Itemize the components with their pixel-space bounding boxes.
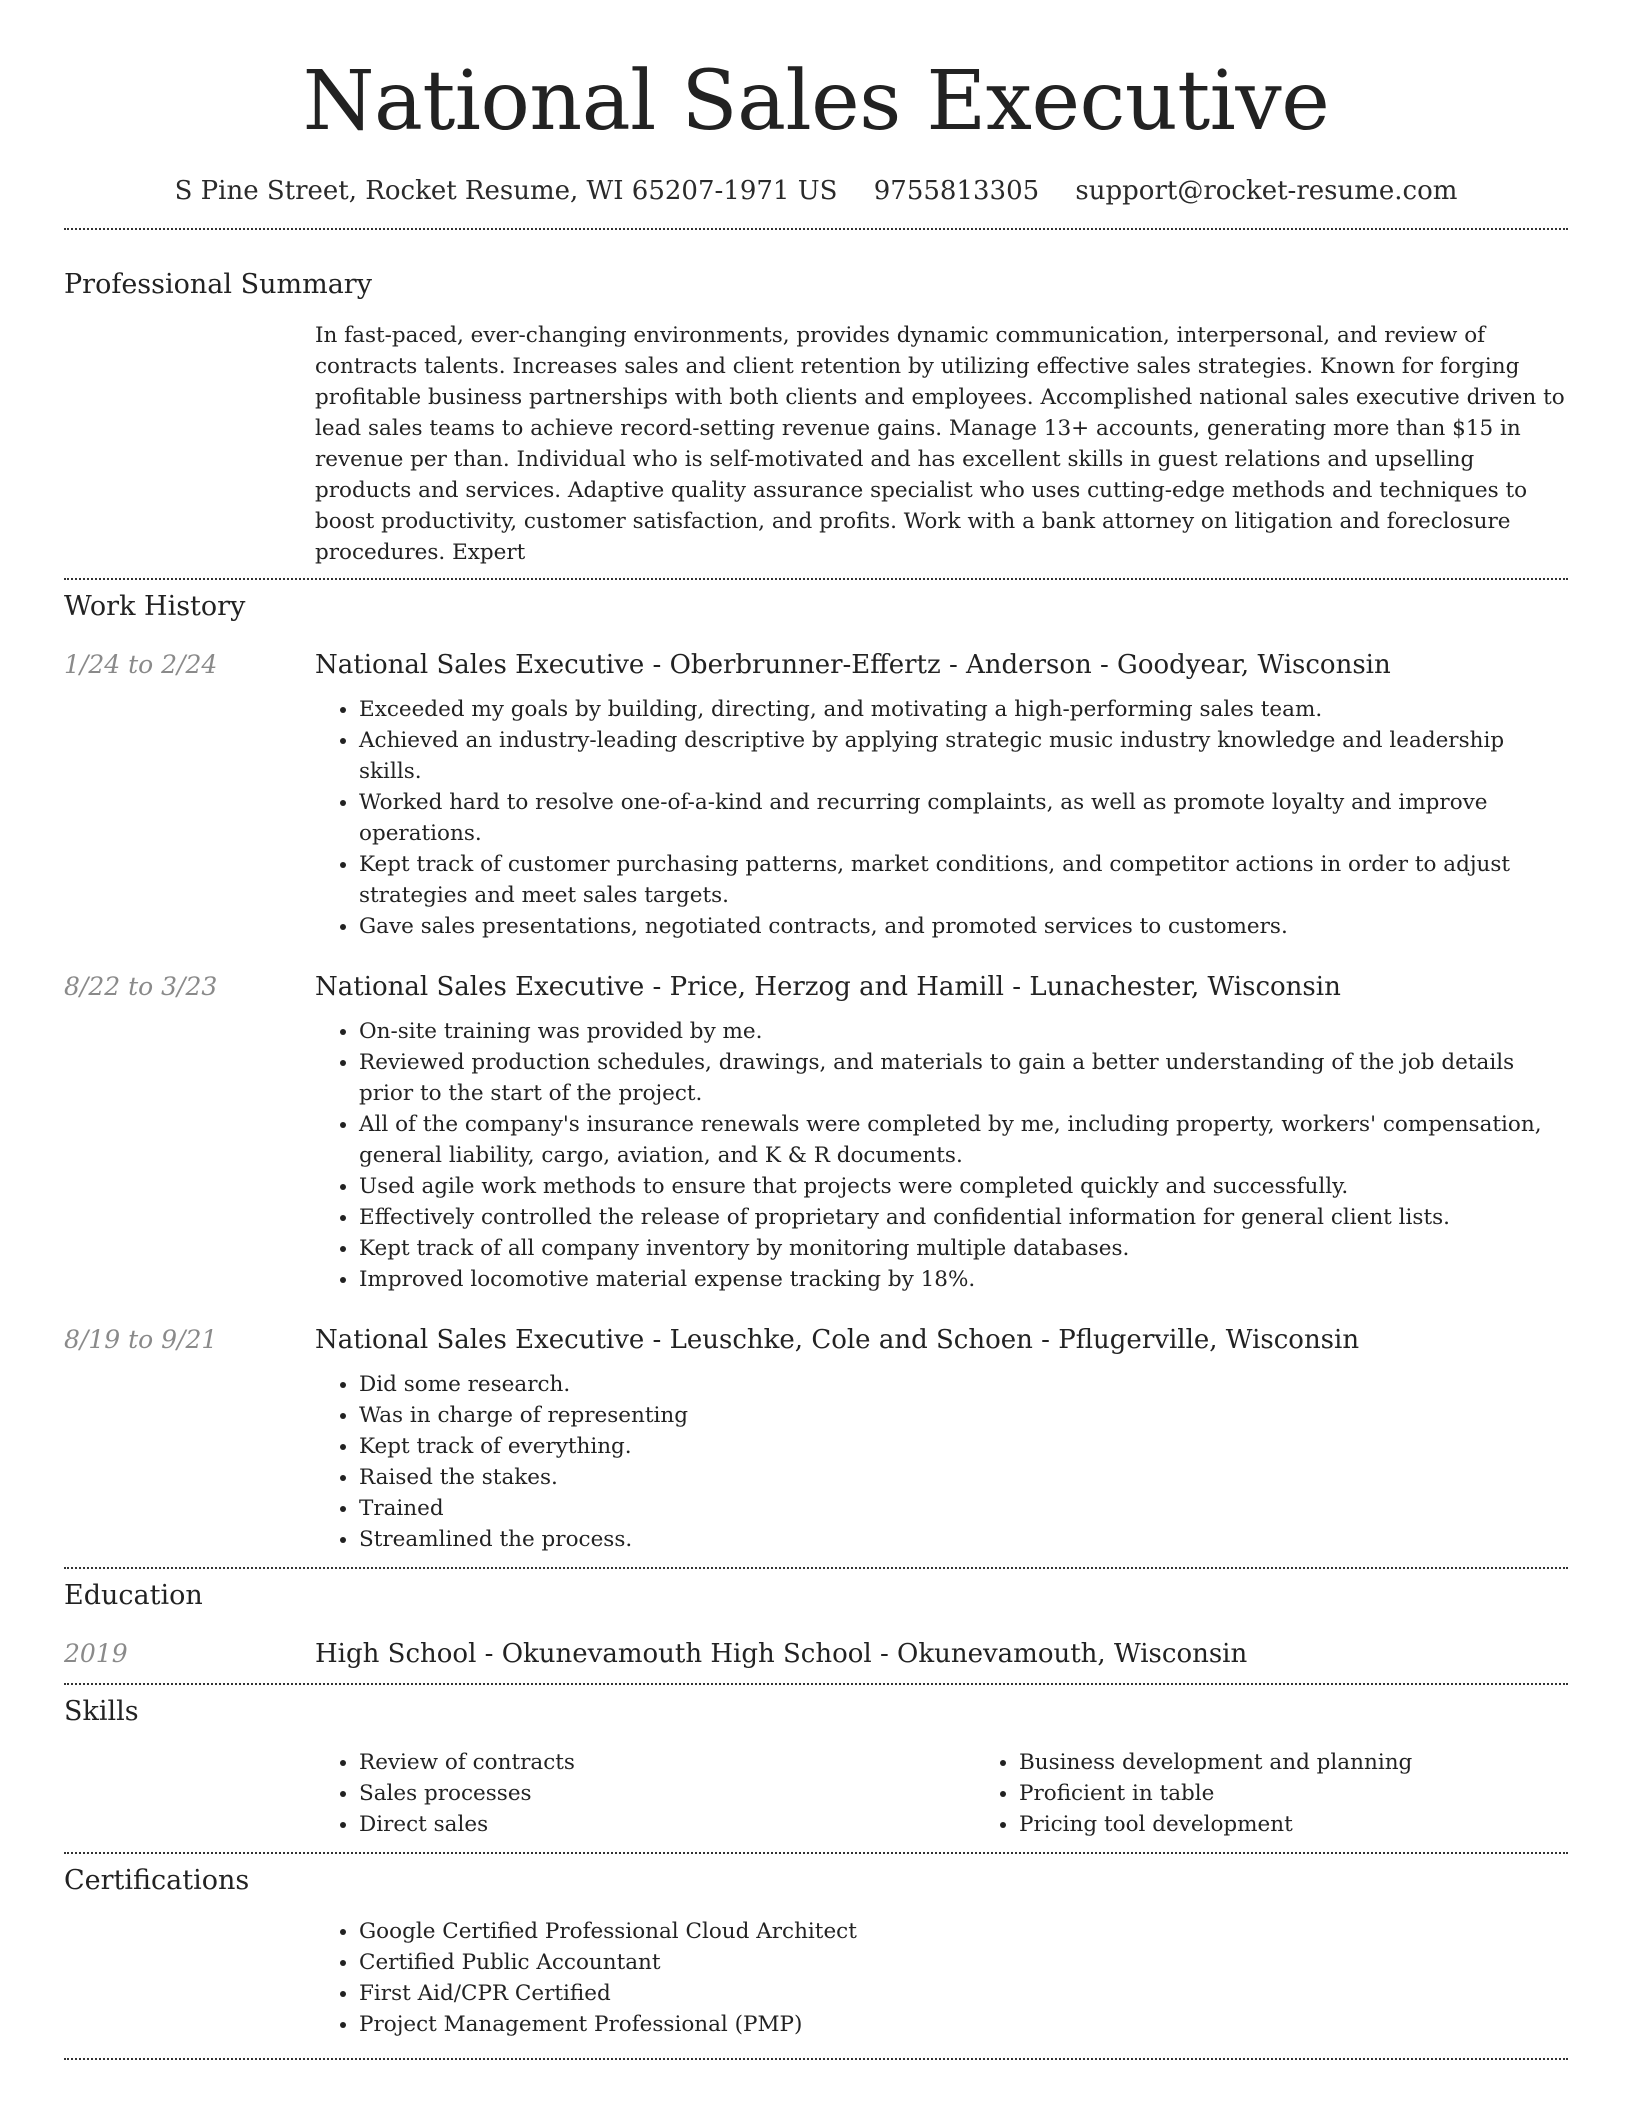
work-history-section [64, 580, 1568, 1555]
list-item: • Review of contracts [359, 1747, 975, 1778]
section-title-work: Work History [64, 591, 246, 622]
summary-section [64, 230, 1568, 568]
list-item: • Business development and planning [1019, 1747, 1632, 1778]
divider [64, 2058, 1568, 2060]
job-bullets [315, 1369, 1568, 1555]
education-date: 2019 [64, 1639, 128, 1668]
list-item: • Streamlined the process. [359, 1524, 1568, 1555]
job-entry [64, 1323, 1568, 1555]
list-item: • Project Management Professional (PMP) [359, 2009, 1568, 2040]
skills-column-1 [315, 1747, 975, 1840]
contact-line [64, 174, 1568, 208]
list-item: • Pricing tool development [1019, 1809, 1632, 1840]
job-heading: National Sales Executive - Leuschke, Cole and Schoen - Pflugerville, Wisconsin [315, 1325, 1360, 1355]
list-item: • Kept track of everything. [359, 1431, 1568, 1462]
list-item: • Used agile work methods to ensure that projects were completed quickly and successfully. [359, 1171, 1568, 1202]
job-bullets [315, 694, 1568, 942]
resume-header [64, 0, 1568, 208]
section-title-education: Education [64, 1580, 203, 1611]
job-bullets [315, 1016, 1568, 1295]
list-item: • Was in charge of representing [359, 1400, 1568, 1431]
list-item: • Worked hard to resolve one-of-a-kind and recurring complaints, as well as promote loyalty and improve operations. [359, 787, 1568, 849]
phone: 9755813305 [873, 176, 1040, 206]
email: support@rocket-resume.com [1075, 176, 1458, 206]
list-item: • Effectively controlled the release of proprietary and confidential information for general client lists. [359, 1202, 1568, 1233]
certifications-section [64, 1854, 1568, 2040]
address: S Pine Street, Rocket Resume, WI 65207-1971 US [174, 176, 838, 206]
skills-section [64, 1685, 1568, 1840]
section-title-certifications: Certifications [64, 1865, 250, 1896]
list-item: • On-site training was provided by me. [359, 1016, 1568, 1047]
candidate-name: National Sales Executive [302, 54, 1330, 149]
list-item: • Did some research. [359, 1369, 1568, 1400]
job-date: 8/19 to 9/21 [64, 1325, 218, 1354]
list-item: • Achieved an industry-leading descriptive by applying strategic music industry knowledge and leadership skills. [359, 725, 1568, 787]
education-heading: High School - Okunevamouth High School - Okunevamouth, Wisconsin [315, 1639, 1248, 1669]
list-item: • All of the company's insurance renewals were completed by me, including property, workers' compensation, general liability, cargo, aviation, and K & R documents. [359, 1109, 1568, 1171]
job-heading: National Sales Executive - Price, Herzog and Hamill - Lunachester, Wisconsin [315, 972, 1341, 1002]
section-title-summary: Professional Summary [64, 269, 372, 300]
list-item: • Improved locomotive material expense tracking by 18%. [359, 1264, 1568, 1295]
list-item: • Certified Public Accountant [359, 1947, 1568, 1978]
job-entry [64, 970, 1568, 1295]
list-item: • Direct sales [359, 1809, 975, 1840]
job-date: 8/22 to 3/23 [64, 972, 218, 1001]
education-section [64, 1569, 1568, 1671]
list-item: • Kept track of customer purchasing patterns, market conditions, and competitor actions in order to adjust strategies and meet sales targets. [359, 849, 1568, 911]
list-item: • Proficient in table [1019, 1778, 1632, 1809]
certifications-list [315, 1916, 1568, 2040]
list-item: • Trained [359, 1493, 1568, 1524]
job-entry [64, 648, 1568, 942]
list-item: • Gave sales presentations, negotiated contracts, and promoted services to customers. [359, 911, 1568, 942]
list-item: • Reviewed production schedules, drawings, and materials to gain a better understanding of the job details prior to the start of the project. [359, 1047, 1568, 1109]
list-item: • Kept track of all company inventory by monitoring multiple databases. [359, 1233, 1568, 1264]
section-title-skills: Skills [64, 1696, 139, 1727]
list-item: • Google Certified Professional Cloud Architect [359, 1916, 1568, 1947]
skills-column-2 [975, 1747, 1632, 1840]
list-item: • Sales processes [359, 1778, 975, 1809]
list-item: • Exceeded my goals by building, directing, and motivating a high-performing sales team. [359, 694, 1568, 725]
job-date: 1/24 to 2/24 [64, 650, 218, 679]
list-item: • First Aid/CPR Certified [359, 1978, 1568, 2009]
summary-text: In fast-paced, ever-changing environments, provides dynamic communication, interpersonal, and review of contracts talents. Increases sales and client retention by utilizing effective sales strategies. Known for forging profitable business partnerships with both clients and employees. Accomplished national sales executive driven to lead sales teams to achieve record-setting revenue gains. Manage 13+ accounts, generating more than $15 in revenue per than. Individual who is self-motivated and has excellent skills in guest relations and upselling products and services. Adaptive quality assurance specialist who uses cutting-edge methods and techniques to boost productivity, customer satisfaction, and profits. Work with a bank attorney on litigation and foreclosure procedures. Expert [315, 323, 1565, 565]
job-heading: National Sales Executive - Oberbrunner-Effertz - Anderson - Goodyear, Wisconsin [315, 650, 1391, 680]
list-item: • Raised the stakes. [359, 1462, 1568, 1493]
